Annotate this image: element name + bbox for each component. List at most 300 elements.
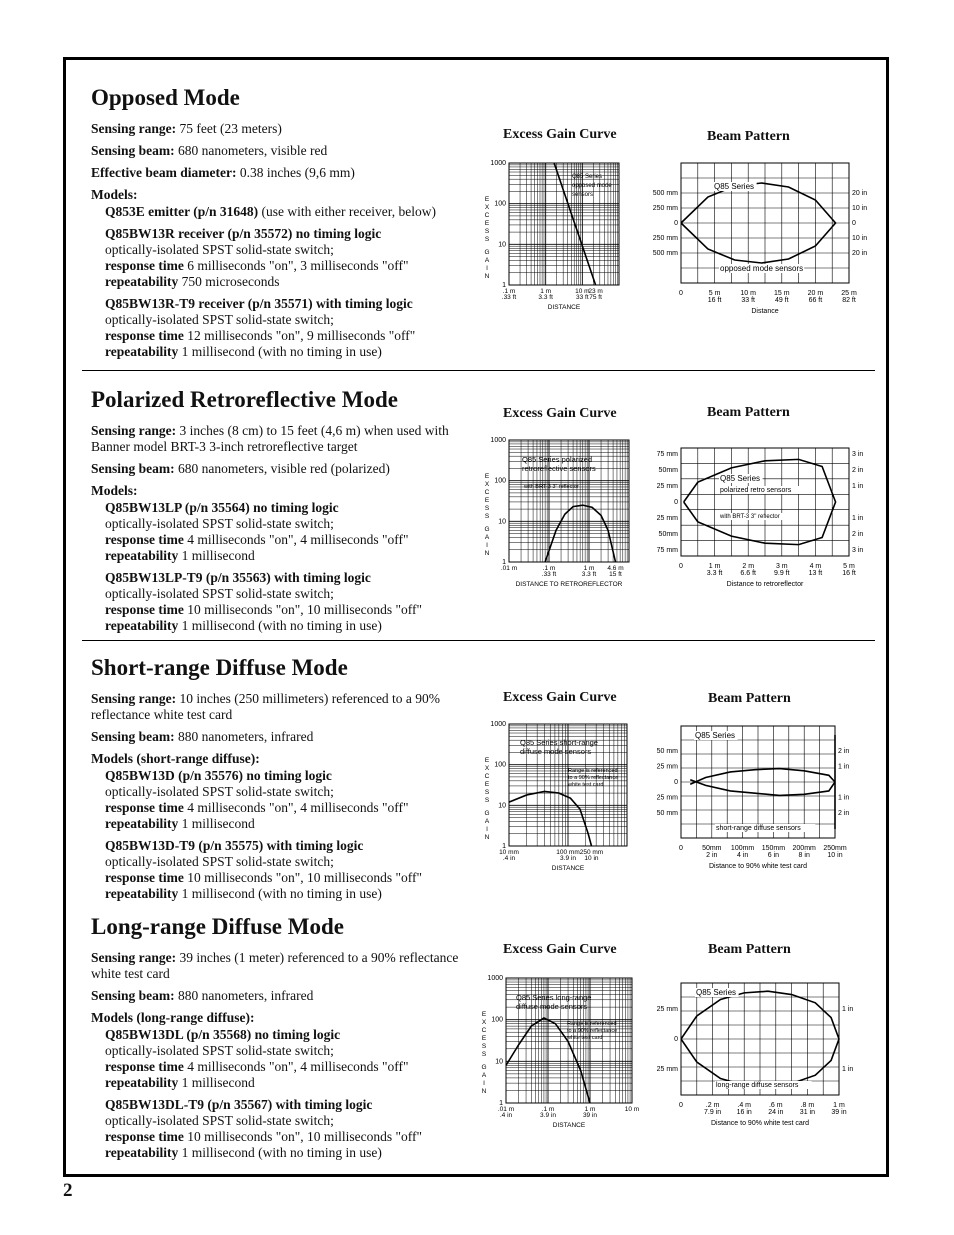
x-tick-label: 7.9 in	[704, 1109, 722, 1116]
y-tick-label: 500 mm	[652, 190, 678, 197]
excess-gain-chart-long-diffuse	[472, 970, 642, 1140]
model-name: Q85BW13D (p/n 35576) no timing logic	[105, 768, 332, 783]
model-detail: optically-isolated SPST solid-state switch;	[105, 854, 334, 869]
x-tick-label: 10 in	[584, 855, 599, 862]
model-block	[105, 204, 471, 220]
y-tick-label: 100	[494, 200, 506, 208]
y-axis-label: G	[484, 249, 490, 256]
model-block	[105, 1027, 471, 1091]
y-tick-label: 1 in	[842, 1066, 854, 1073]
x-tick-label: 66 ft	[808, 297, 823, 304]
beam-curve	[684, 459, 836, 544]
models-heading: Models (short-range diffuse):	[91, 751, 260, 766]
x-tick-label: 9.9 ft	[774, 570, 790, 577]
chart-annotation: with BRT-3 3" reflector	[524, 484, 579, 490]
spec-label: Sensing beam:	[91, 988, 175, 1003]
spec-value: 10 inches (250 millimeters) referenced to a 90% reflectance white test card	[91, 691, 441, 722]
spec-line	[91, 729, 471, 745]
x-tick-label: .01 m	[497, 1106, 515, 1113]
y-axis-label: S	[481, 1051, 487, 1058]
y-tick-label: 1000	[490, 160, 506, 167]
y-axis-label: S	[484, 228, 490, 235]
excess-gain-title: Excess Gain Curve	[503, 127, 617, 142]
model-detail: optically-isolated SPST solid-state switch;	[105, 516, 334, 531]
excess-gain-title: Excess Gain Curve	[503, 406, 617, 421]
chart-annotation: diffuse mode sensors	[520, 747, 592, 756]
spec-line	[91, 988, 471, 1004]
x-tick-label: 200mm	[792, 845, 816, 852]
section-title: Opposed Mode	[91, 85, 240, 110]
x-tick-label: 1 m	[833, 1102, 845, 1109]
beam-pattern-title: Beam Pattern	[708, 691, 791, 706]
chart-annotation: opposed mode	[572, 183, 612, 189]
model-detail: response time 4 milliseconds "on", 4 milliseconds "off"	[105, 800, 409, 815]
excess-gain-chart-short-diffuse	[472, 716, 632, 876]
model-detail: response time 12 milliseconds "on", 9 milliseconds "off"	[105, 328, 416, 343]
y-tick-label: 1 in	[838, 763, 850, 771]
y-axis-label: N	[481, 1088, 487, 1095]
y-tick-label: 1000	[490, 437, 506, 444]
x-tick-label: 4.6 m	[607, 565, 624, 572]
y-tick-label: 25 mm	[656, 763, 678, 771]
y-axis-label: I	[483, 1080, 485, 1087]
y-axis-label: E	[481, 1011, 487, 1018]
models-heading: Models:	[91, 483, 138, 498]
x-tick-label: 33 ft	[576, 294, 589, 301]
x-tick-label: 31 in	[799, 1109, 815, 1116]
x-tick-label: 24 in	[768, 1109, 784, 1116]
x-tick-label: 5 m	[708, 290, 721, 297]
y-axis-label: E	[481, 1035, 487, 1042]
y-tick-label: 25 mm	[656, 1006, 678, 1013]
beam-pattern-title: Beam Pattern	[707, 129, 790, 144]
x-tick-label: 6 in	[767, 852, 780, 859]
y-axis-label: A	[484, 818, 490, 825]
x-tick-label: 75 ft	[589, 294, 602, 301]
spec-value: 39 inches (1 meter) referenced to a 90% reflectance white test card	[91, 950, 459, 981]
x-tick-label: 6.6 ft	[740, 570, 756, 577]
spec-value: 680 nanometers, visible red (polarized)	[178, 461, 390, 476]
model-name: Q85BW13DL-T9 (p/n 35567) with timing logic	[105, 1097, 373, 1112]
spec-label: Sensing beam:	[91, 461, 175, 476]
model-block	[105, 768, 471, 832]
y-axis-label: N	[484, 550, 490, 557]
x-tick-label: 10 m	[575, 288, 590, 295]
y-axis-label: X	[481, 1019, 487, 1026]
model-detail: response time 10 milliseconds "on", 10 milliseconds "off"	[105, 602, 423, 617]
model-detail: response time 4 milliseconds "on", 4 milliseconds "off"	[105, 1059, 409, 1074]
x-tick-label: 0	[679, 845, 683, 852]
y-axis-label: G	[484, 526, 490, 533]
y-tick-label: 20 in	[852, 250, 868, 257]
y-tick-label: 1 in	[852, 483, 864, 490]
model-name: Q853E emitter (p/n 31648) (use with either receiver, below)	[105, 204, 436, 219]
x-tick-label: 23 m	[588, 288, 603, 295]
model-detail: optically-isolated SPST solid-state switch;	[105, 1043, 334, 1058]
spec-value: 880 nanometers, infrared	[178, 729, 314, 744]
x-tick-label: 33 ft	[741, 297, 756, 304]
x-tick-label: 250 mm	[579, 849, 604, 856]
spec-label: Sensing beam:	[91, 729, 175, 744]
excess-gain-chart-retro	[472, 432, 632, 592]
x-tick-label: 4 m	[809, 563, 822, 570]
y-axis-label: X	[484, 765, 490, 772]
y-axis-label: C	[484, 773, 490, 780]
y-tick-label: 25 mm	[656, 794, 678, 802]
y-tick-label: 10 in	[852, 235, 868, 242]
chart-annotation: to a 90% reflectance	[568, 775, 619, 781]
model-detail: optically-isolated SPST solid-state switch;	[105, 242, 334, 257]
y-tick-label: 100	[491, 1016, 503, 1024]
model-name: Q85BW13LP (p/n 35564) no timing logic	[105, 500, 339, 515]
y-axis-label: S	[484, 789, 490, 796]
divider	[82, 640, 875, 641]
y-tick-label: 50mm	[658, 531, 678, 538]
x-tick-label: 3.3 ft	[706, 570, 723, 577]
beam-pattern-title: Beam Pattern	[708, 942, 791, 957]
x-tick-label: 2 in	[706, 852, 718, 859]
y-tick-label: 2 in	[852, 467, 864, 474]
chart-annotation: diffuse mode sensors	[516, 1002, 588, 1011]
section-long-range-diffuse	[91, 914, 471, 1167]
spec-label: Sensing range:	[91, 691, 177, 706]
spec-value: 0.38 inches (9,6 mm)	[239, 165, 355, 180]
x-tick-label: 10 m	[624, 1106, 640, 1113]
x-tick-label: .4 in	[499, 1112, 513, 1119]
y-tick-label: 25 mm	[656, 483, 678, 490]
y-tick-label: 50 mm	[656, 748, 678, 755]
models-heading: Models:	[91, 187, 138, 202]
spec-line	[91, 165, 471, 181]
model-name: Q85BW13D-T9 (p/n 35575) with timing logic	[105, 838, 364, 853]
chart-label: Q85 Series	[696, 988, 737, 997]
y-axis-label: A	[484, 534, 490, 541]
x-tick-label: .6 m	[768, 1102, 783, 1109]
y-axis-label: E	[484, 497, 490, 504]
y-axis-label: S	[481, 1043, 487, 1050]
model-detail: optically-isolated SPST solid-state switch;	[105, 1113, 334, 1128]
chart-label: long-range diffuse sensors	[716, 1082, 799, 1089]
model-detail: repeatability 750 microseconds	[105, 274, 280, 289]
x-tick-label: 16 in	[736, 1109, 752, 1116]
chart-label: short-range diffuse sensors	[716, 825, 801, 832]
x-axis-label: Distance to 90% white test card	[708, 863, 808, 870]
model-block	[105, 570, 471, 634]
x-tick-label: 15 ft	[609, 571, 622, 578]
beam-pattern-chart-long-diffuse	[640, 975, 860, 1135]
y-axis-label: S	[484, 236, 490, 243]
x-tick-label: 3.9 in	[540, 1112, 556, 1119]
x-tick-label: 100mm	[730, 845, 755, 852]
spec-value: 75 feet (23 meters)	[179, 121, 282, 136]
x-tick-label: .8 m	[800, 1102, 815, 1109]
beam-pattern-chart-opposed	[640, 155, 868, 320]
y-axis-label: I	[486, 826, 488, 833]
spec-line	[91, 423, 471, 455]
x-tick-label: 49 ft	[774, 297, 789, 304]
y-tick-label: 1000	[487, 975, 503, 982]
x-axis-label: DISTANCE	[547, 304, 581, 311]
x-tick-label: 16 ft	[842, 570, 856, 577]
model-detail: repeatability 1 millisecond	[105, 816, 255, 831]
x-tick-label: 2 m	[742, 563, 755, 570]
chart-label: with BRT-3 3" reflector	[720, 514, 780, 520]
model-block	[105, 500, 471, 564]
y-tick-label: 10 in	[852, 205, 868, 212]
y-tick-label: 3 in	[852, 547, 864, 554]
x-tick-label: .4 in	[502, 855, 516, 862]
x-tick-label: 250mm	[823, 845, 847, 852]
spec-line	[91, 121, 471, 137]
y-tick-label: 250 mm	[652, 235, 678, 242]
y-tick-label: 0	[674, 499, 678, 506]
y-axis-label: S	[484, 505, 490, 512]
section-polarized-retro	[91, 387, 471, 640]
x-tick-label: 50mm	[702, 845, 722, 852]
chart-label: opposed mode sensors	[720, 264, 804, 273]
x-axis-label: Distance to retroreflector	[726, 581, 804, 588]
x-tick-label: 13 ft	[808, 570, 823, 577]
model-detail: repeatability 1 millisecond (with no timing in use)	[105, 344, 382, 359]
y-tick-label: 2 in	[852, 531, 864, 538]
model-detail: repeatability 1 millisecond	[105, 1075, 255, 1090]
y-axis-label: C	[484, 489, 490, 496]
chart-label: Q85 Series	[720, 474, 761, 483]
excess-gain-title: Excess Gain Curve	[503, 942, 617, 957]
plot-frame	[509, 163, 619, 285]
y-axis-label: N	[484, 273, 490, 280]
chart-annotation: Range is referenced	[568, 768, 618, 774]
spec-value: 880 nanometers, infrared	[178, 988, 314, 1003]
y-axis-label: X	[484, 204, 490, 211]
x-tick-label: .33 ft	[541, 571, 557, 578]
model-name: Q85BW13LP-T9 (p/n 35563) with timing logic	[105, 570, 371, 585]
y-axis-label: E	[484, 196, 490, 203]
y-tick-label: 2 in	[838, 748, 850, 755]
model-detail: optically-isolated SPST solid-state switch;	[105, 784, 334, 799]
x-tick-label: 5 m	[843, 563, 855, 570]
x-tick-label: 1 m	[708, 563, 721, 570]
x-tick-label: 0	[679, 290, 683, 297]
spec-label: Sensing beam:	[91, 143, 175, 158]
y-axis-label: A	[481, 1072, 487, 1079]
x-tick-label: .4 m	[737, 1102, 752, 1109]
x-tick-label: 39 in	[831, 1109, 847, 1116]
divider	[82, 370, 875, 371]
x-tick-label: 25 m	[841, 290, 857, 297]
spec-line	[91, 143, 471, 159]
y-tick-label: 20 in	[852, 190, 868, 197]
excess-gain-title: Excess Gain Curve	[503, 690, 617, 705]
x-tick-label: .1 m	[541, 1106, 555, 1113]
model-detail: repeatability 1 millisecond (with no timing in use)	[105, 618, 382, 633]
y-tick-label: 1	[502, 559, 506, 566]
page-number: 2	[63, 1180, 73, 1201]
spec-label: Sensing range:	[91, 121, 177, 136]
x-tick-label: 8 in	[798, 852, 810, 859]
y-tick-label: 10	[495, 1058, 503, 1066]
spec-label: Sensing range:	[91, 950, 177, 965]
section-title: Long-range Diffuse Mode	[91, 914, 344, 939]
y-tick-label: 3 in	[852, 451, 864, 458]
x-tick-label: 39 in	[582, 1112, 598, 1119]
chart-annotation: sensors	[572, 192, 594, 198]
y-tick-label: 75 mm	[656, 547, 678, 554]
spec-label: Sensing range:	[91, 423, 177, 438]
chart-annotation: white test card	[567, 1035, 603, 1041]
y-tick-label: 1	[502, 282, 506, 289]
chart-annotation: retroreflective sensors	[522, 464, 596, 473]
chart-label: Q85 Series	[695, 731, 736, 740]
x-tick-label: 0	[679, 1102, 683, 1109]
section-opposed	[91, 85, 471, 366]
y-tick-label: 1	[499, 1100, 503, 1107]
spec-label: Effective beam diameter:	[91, 165, 237, 180]
model-name: Q85BW13R-T9 receiver (p/n 35571) with timing logic	[105, 296, 413, 311]
y-tick-label: 10	[498, 241, 506, 249]
spec-line	[91, 461, 471, 477]
x-tick-label: 3.3 ft	[581, 571, 597, 578]
spec-value: 680 nanometers, visible red	[178, 143, 328, 158]
y-tick-label: 1 in	[842, 1006, 854, 1013]
model-detail: repeatability 1 millisecond (with no timing in use)	[105, 1145, 382, 1160]
y-tick-label: 1	[502, 843, 506, 850]
x-tick-label: .2 m	[705, 1102, 720, 1109]
model-detail: repeatability 1 millisecond	[105, 548, 255, 563]
x-tick-label: 10 mm	[499, 849, 519, 856]
x-tick-label: 100 mm	[556, 849, 580, 856]
x-tick-label: .01 m	[500, 565, 518, 572]
y-tick-label: 2 in	[838, 810, 850, 817]
x-tick-label: .1 m	[502, 288, 516, 295]
x-tick-label: 20 m	[807, 290, 824, 297]
x-axis-label: Distance to 90% white test card	[710, 1120, 810, 1127]
section-title: Polarized Retroreflective Mode	[91, 387, 398, 412]
excess-gain-chart-opposed	[472, 155, 632, 315]
model-detail: response time 4 milliseconds "on", 4 milliseconds "off"	[105, 532, 409, 547]
section-short-range-diffuse	[91, 655, 471, 908]
x-axis-label: DISTANCE TO RETROREFLECTOR	[515, 581, 623, 588]
y-tick-label: 50mm	[658, 467, 678, 474]
y-tick-label: 1000	[490, 721, 506, 728]
models-heading: Models (long-range diffuse):	[91, 1010, 255, 1025]
y-axis-label: G	[481, 1064, 487, 1071]
model-block	[105, 296, 471, 360]
y-tick-label: 10	[498, 518, 506, 526]
y-axis-label: G	[484, 810, 490, 817]
model-block	[105, 838, 471, 902]
x-tick-label: 1 m	[540, 288, 552, 295]
y-tick-label: 100	[494, 761, 506, 769]
x-tick-label: 1 m	[583, 565, 595, 572]
model-name: Q85BW13R receiver (p/n 35572) no timing logic	[105, 226, 382, 241]
y-axis-label: E	[484, 220, 490, 227]
model-detail: response time 10 milliseconds "on", 10 milliseconds "off"	[105, 870, 423, 885]
x-tick-label: 82 ft	[842, 297, 856, 304]
model-note: (use with either receiver, below)	[261, 204, 436, 219]
model-detail: optically-isolated SPST solid-state switch;	[105, 586, 334, 601]
y-tick-label: 0	[674, 220, 678, 227]
y-axis-label: E	[484, 473, 490, 480]
y-axis-label: I	[486, 265, 488, 272]
y-tick-label: 10	[498, 802, 506, 810]
x-tick-label: .33 ft	[501, 294, 517, 301]
spec-value: 3 inches (8 cm) to 15 feet (4,6 m) when used with Banner model BRT-3 3-inch retroreflective target	[91, 423, 449, 454]
x-tick-label: 15 m	[774, 290, 790, 297]
chart-label: polarized retro sensors	[720, 487, 792, 494]
x-axis-label: DISTANCE	[551, 865, 585, 872]
chart-annotation: white test card	[568, 782, 604, 788]
y-axis-label: C	[481, 1027, 487, 1034]
model-block	[105, 226, 471, 290]
y-axis-label: S	[484, 797, 490, 804]
y-tick-label: 50 mm	[656, 810, 678, 817]
model-detail: response time 6 milliseconds "on", 3 milliseconds "off"	[105, 258, 409, 273]
y-tick-label: 75 mm	[656, 451, 678, 458]
y-tick-label: 1 in	[838, 794, 850, 802]
beam-pattern-chart-short-diffuse	[640, 718, 860, 876]
y-tick-label: 25 mm	[656, 515, 678, 522]
y-tick-label: 250 mm	[652, 205, 678, 212]
y-axis-label: X	[484, 481, 490, 488]
y-axis-label: E	[484, 781, 490, 788]
x-tick-label: 150mm	[761, 845, 786, 852]
x-tick-label: 4 in	[736, 852, 749, 859]
gain-curve	[554, 163, 595, 285]
model-block	[105, 1097, 471, 1161]
x-tick-label: 3.9 in	[560, 855, 576, 862]
y-tick-label: 0	[852, 220, 856, 227]
x-axis-label: Distance	[751, 308, 779, 315]
x-tick-label: 10 m	[740, 290, 756, 297]
model-detail: optically-isolated SPST solid-state switch;	[105, 312, 334, 327]
x-tick-label: 3 m	[775, 563, 788, 570]
y-axis-label: S	[484, 513, 490, 520]
y-tick-label: 1 in	[852, 515, 864, 522]
model-detail: repeatability 1 millisecond (with no timing in use)	[105, 886, 382, 901]
model-detail: response time 10 milliseconds "on", 10 milliseconds "off"	[105, 1129, 423, 1144]
model-name: Q85BW13DL (p/n 35568) no timing logic	[105, 1027, 341, 1042]
chart-label: Q85 Series	[714, 182, 755, 191]
x-tick-label: 0	[679, 563, 683, 570]
x-axis-label: DISTANCE	[552, 1122, 586, 1129]
x-tick-label: 16 ft	[707, 297, 722, 304]
x-tick-label: 3.3 ft	[538, 294, 553, 301]
beam-pattern-title: Beam Pattern	[707, 405, 790, 420]
chart-annotation: Range is referenced	[567, 1021, 617, 1027]
x-tick-label: 10 in	[827, 852, 843, 859]
y-axis-label: N	[484, 834, 490, 841]
section-title: Short-range Diffuse Mode	[91, 655, 348, 680]
y-axis-label: A	[484, 257, 490, 264]
y-axis-label: C	[484, 212, 490, 219]
y-tick-label: 100	[494, 477, 506, 485]
y-tick-label: 0	[674, 1036, 678, 1043]
y-tick-label: 500 mm	[652, 250, 678, 257]
chart-annotation: to a 90% reflectance	[567, 1028, 618, 1034]
chart-annotation: Q85 Series short-range	[520, 738, 598, 747]
beam-pattern-chart-retro	[640, 440, 864, 590]
chart-annotation: Q85 Series polarized	[522, 455, 593, 464]
spec-line	[91, 691, 471, 723]
y-axis-label: I	[486, 542, 488, 549]
spec-line	[91, 950, 471, 982]
x-tick-label: 1 m	[584, 1106, 596, 1113]
chart-annotation: Q85 Series long-range	[516, 993, 592, 1002]
y-tick-label: 0	[674, 779, 678, 786]
x-tick-label: .1 m	[542, 565, 556, 572]
chart-annotation: Q85 Series	[572, 174, 603, 180]
